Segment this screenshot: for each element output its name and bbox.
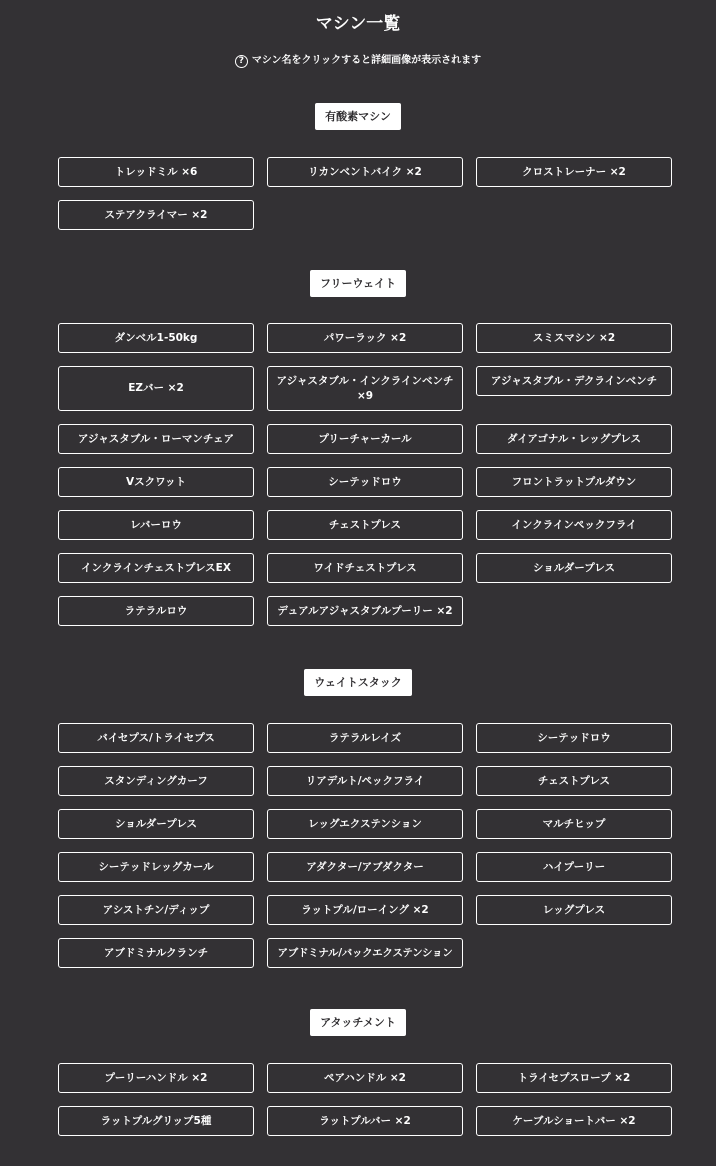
machine-button[interactable]: クロストレーナー ×2 [476, 157, 672, 187]
machine-button[interactable]: ラットプル/ローイング ×2 [267, 895, 463, 925]
machine-button[interactable]: チェストプレス [267, 510, 463, 540]
machine-button[interactable]: アシストチン/ディップ [58, 895, 254, 925]
machine-button[interactable]: レバーロウ [58, 510, 254, 540]
machine-button[interactable]: ショルダープレス [476, 553, 672, 583]
section-label-free-weight [0, 270, 716, 297]
machine-button[interactable]: アブドミナルクランチ [58, 938, 254, 968]
section-label-text: ウェイトスタック [304, 669, 411, 696]
section-label-text: フリーウェイト [310, 270, 406, 297]
machine-button[interactable]: ハイプーリー [476, 852, 672, 882]
section-label-weight-stack [0, 669, 716, 696]
section-label-text: 有酸素マシン [315, 103, 401, 130]
machine-button[interactable]: バイセプス/トライセプス [58, 723, 254, 753]
machine-button[interactable]: トライセプスロープ ×2 [476, 1063, 672, 1093]
section-label-cardio [0, 103, 716, 130]
section-label-attachments [0, 1009, 716, 1036]
machine-button[interactable]: デュアルアジャスタブルプーリー ×2 [267, 596, 463, 626]
machine-button[interactable]: ステアクライマー ×2 [58, 200, 254, 230]
machine-button[interactable]: インクラインペックフライ [476, 510, 672, 540]
hint-row [0, 53, 716, 69]
machine-button[interactable]: インクラインチェストプレスEX [58, 553, 254, 583]
machine-button[interactable]: レッグエクステンション [267, 809, 463, 839]
machine-button[interactable]: アジャスタブル・ローマンチェア [58, 424, 254, 454]
question-icon: ? [235, 55, 248, 68]
machine-button[interactable]: プーリーハンドル ×2 [58, 1063, 254, 1093]
machine-button[interactable]: ラテラルロウ [58, 596, 254, 626]
section-label-text: アタッチメント [310, 1009, 406, 1036]
section-grid-cardio [58, 157, 672, 230]
machine-button[interactable]: レッグプレス [476, 895, 672, 925]
machine-button[interactable]: シーテッドロウ [476, 723, 672, 753]
machine-button[interactable]: ラテラルレイズ [267, 723, 463, 753]
section-grid-attachments [58, 1063, 672, 1136]
machine-button[interactable]: フロントラットプルダウン [476, 467, 672, 497]
machine-button[interactable]: リアデルト/ペックフライ [267, 766, 463, 796]
machine-button[interactable]: ケーブルショートバー ×2 [476, 1106, 672, 1136]
machine-button[interactable]: ダンベル1-50kg [58, 323, 254, 353]
machine-button[interactable]: ペアハンドル ×2 [267, 1063, 463, 1093]
machine-button[interactable]: ワイドチェストプレス [267, 553, 463, 583]
machine-button[interactable]: アジャスタブル・デクラインベンチ [476, 366, 672, 396]
machine-button[interactable]: ラットプルバー ×2 [267, 1106, 463, 1136]
machine-button[interactable]: EZバー ×2 [58, 366, 254, 411]
machine-button[interactable]: アジャスタブル・インクラインベンチ ×9 [267, 366, 463, 411]
machine-button[interactable]: Vスクワット [58, 467, 254, 497]
machine-button[interactable]: スタンディングカーフ [58, 766, 254, 796]
section-grid-weight-stack [58, 723, 672, 968]
machine-button[interactable]: シーテッドロウ [267, 467, 463, 497]
machine-button[interactable]: リカンベントバイク ×2 [267, 157, 463, 187]
hint-text: マシン名をクリックすると詳細画像が表示されます [251, 55, 482, 66]
machine-button[interactable]: スミスマシン ×2 [476, 323, 672, 353]
machine-button[interactable]: アブドミナル/バックエクステンション [267, 938, 463, 968]
machine-button[interactable]: マルチヒップ [476, 809, 672, 839]
machine-button[interactable]: ラットプルグリップ5種 [58, 1106, 254, 1136]
machine-button[interactable]: トレッドミル ×6 [58, 157, 254, 187]
machine-button[interactable]: シーテッドレッグカール [58, 852, 254, 882]
machine-button[interactable]: プリーチャーカール [267, 424, 463, 454]
machine-button[interactable]: アダクター/アブダクター [267, 852, 463, 882]
machine-button[interactable]: パワーラック ×2 [267, 323, 463, 353]
machine-button[interactable]: ダイアゴナル・レッグプレス [476, 424, 672, 454]
machine-button[interactable]: ショルダープレス [58, 809, 254, 839]
section-grid-free-weight [58, 323, 672, 626]
machine-button[interactable]: チェストプレス [476, 766, 672, 796]
page-title: マシン一覧 [315, 14, 401, 34]
